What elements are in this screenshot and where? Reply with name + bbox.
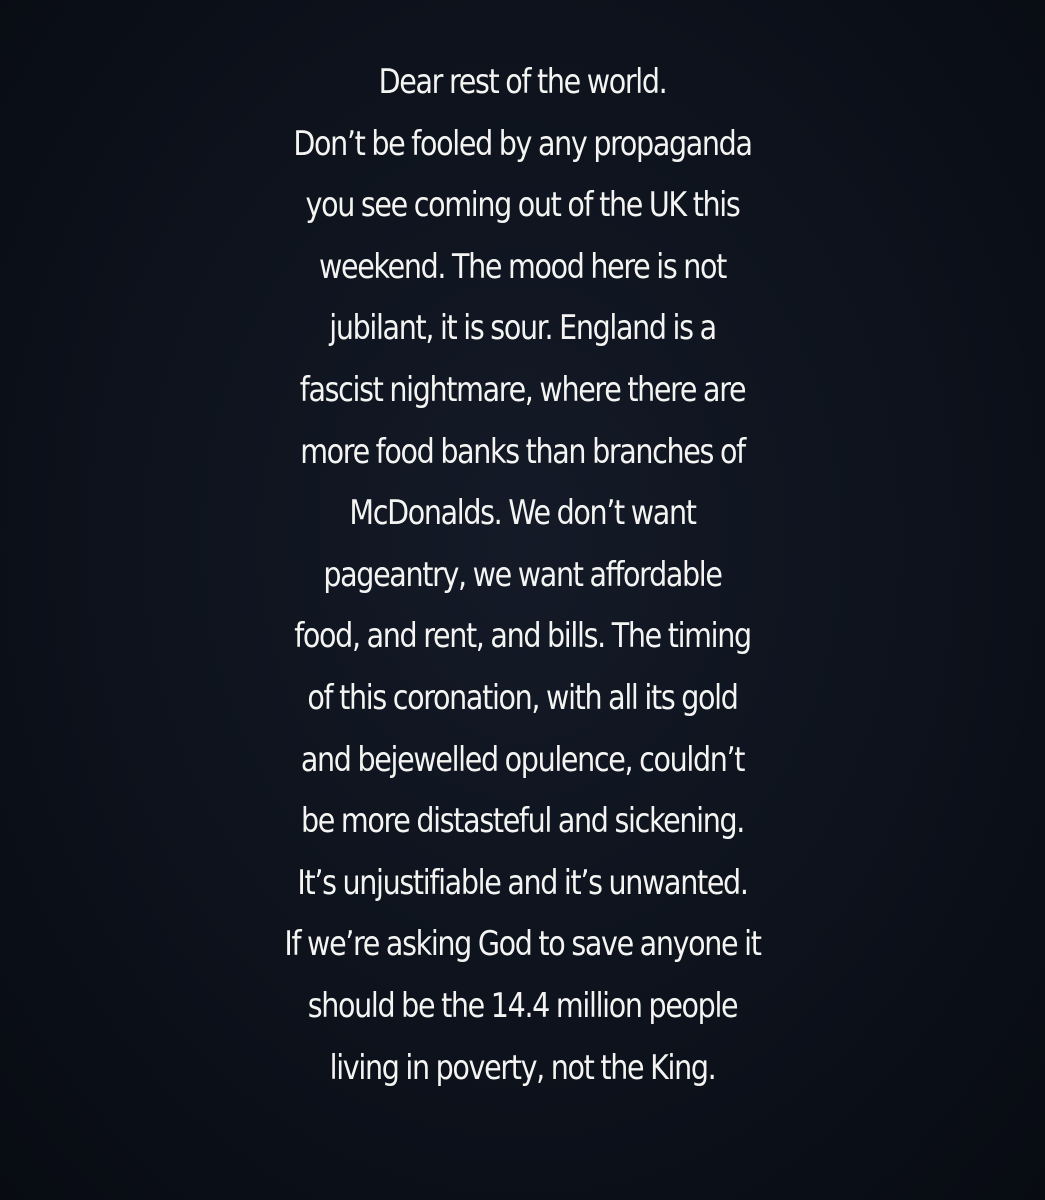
text-line: It’s unjustifiable and it’s unwanted. (297, 862, 748, 903)
text-line: more food banks than branches of (300, 431, 745, 472)
text-line: weekend. The mood here is not (318, 246, 727, 287)
text-line: and bejewelled opulence, couldn’t (300, 739, 745, 780)
text-line: food, and rent, and bills. The timing (294, 616, 751, 657)
text-line: should be the 14.4 million people (307, 985, 738, 1026)
text-line: pageantry, we want affordable (323, 554, 722, 595)
text-line: you see coming out of the UK this (305, 185, 740, 226)
message-text (84, 52, 962, 1099)
text-line: McDonalds. We don’t want (349, 493, 696, 534)
text-line: If we’re asking God to save anyone it (284, 924, 761, 965)
text-line: Don’t be fooled by any propaganda (293, 123, 752, 164)
text-line: be more distasteful and sickening. (300, 801, 744, 842)
text-line: jubilant, it is sour. England is a (329, 308, 716, 349)
text-line: living in poverty, not the King. (329, 1047, 716, 1088)
text-line: of this coronation, with all its gold (307, 677, 738, 718)
text-line: fascist nightmare, where there are (299, 369, 746, 410)
text-line: Dear rest of the world. (378, 62, 667, 102)
